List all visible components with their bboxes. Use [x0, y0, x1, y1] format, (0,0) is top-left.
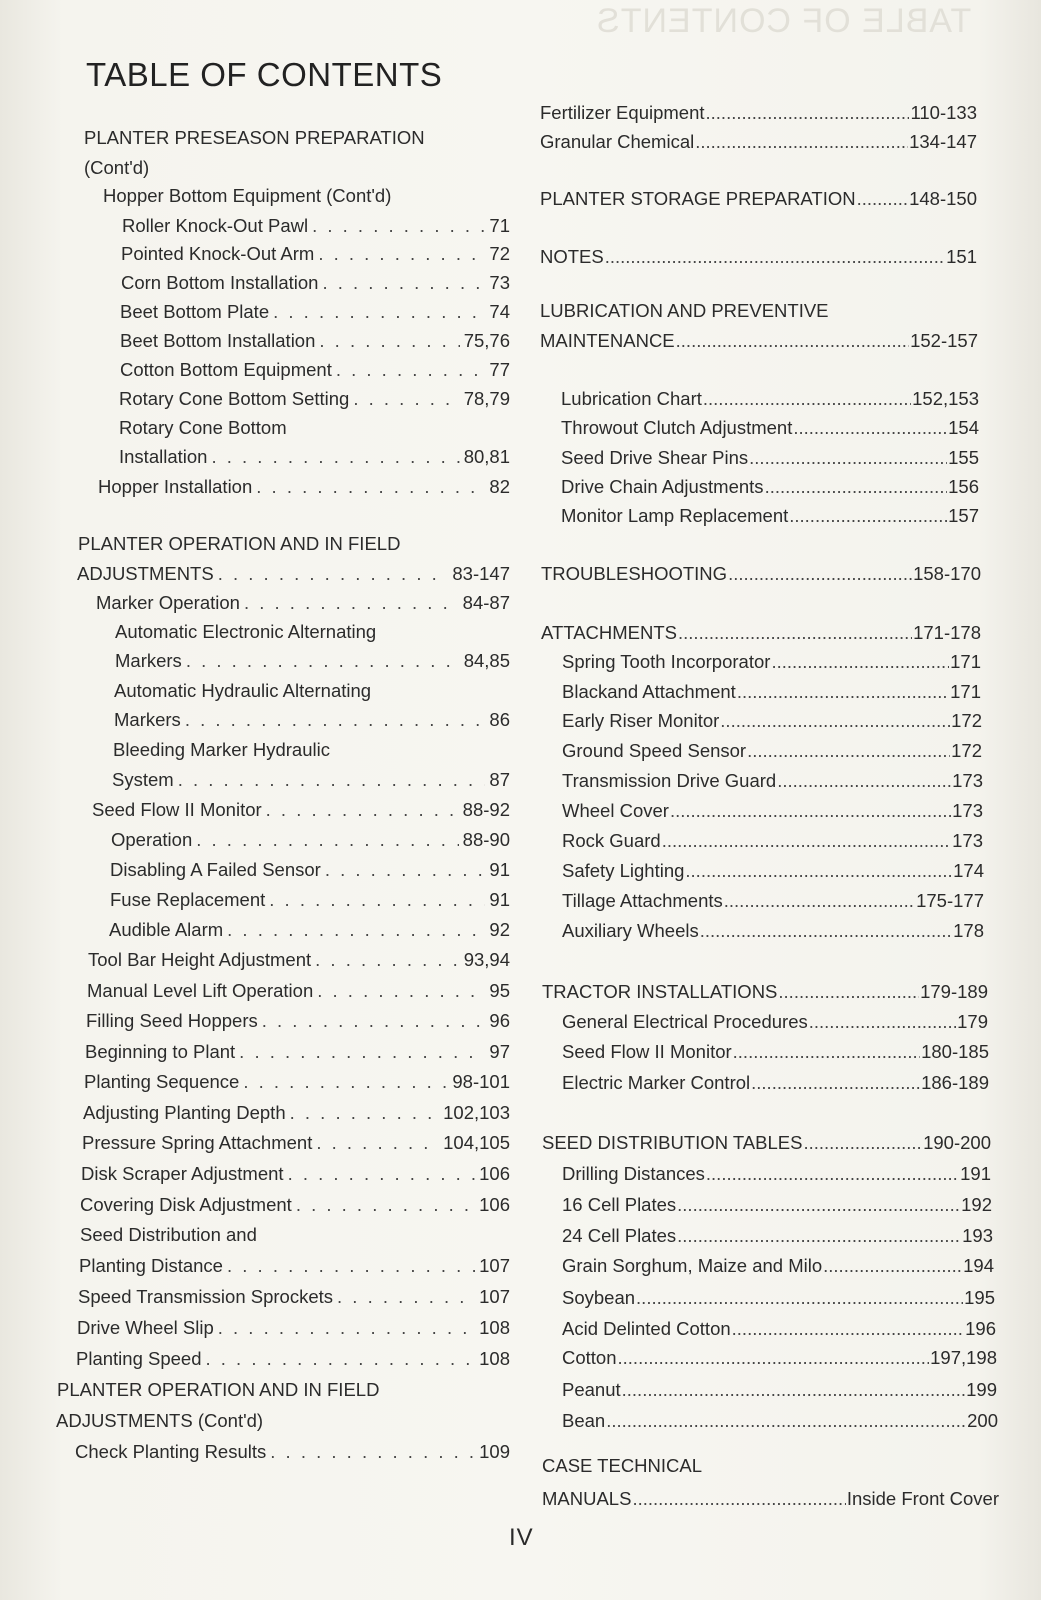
toc-entry[interactable] — [562, 1377, 997, 1403]
toc-entry-page: 84-87 — [462, 592, 510, 613]
dot-leader — [857, 186, 909, 212]
dot-leader — [185, 707, 486, 733]
toc-entry[interactable] — [562, 1345, 997, 1371]
toc-entry-title: Disk Scraper Adjustment — [81, 1163, 284, 1184]
toc-entry[interactable] — [122, 213, 510, 239]
bleed-through-title: TABLE OF CONTENTS — [595, 2, 971, 40]
dot-leader — [269, 887, 485, 913]
toc-entry[interactable] — [88, 947, 510, 973]
dot-leader — [677, 1223, 961, 1249]
section-heading-cont: ADJUSTMENTS (Cont'd) — [56, 1410, 264, 1431]
toc-entry[interactable] — [562, 828, 983, 854]
toc-entry[interactable] — [562, 1223, 993, 1249]
toc-entry-title: Automatic Electronic Alternating — [115, 621, 377, 642]
toc-entry-title: TRACTOR INSTALLATIONS — [542, 981, 778, 1002]
toc-entry[interactable] — [562, 768, 983, 794]
dot-leader — [318, 241, 485, 267]
toc-entry[interactable] — [84, 1069, 510, 1095]
toc-entry-page: 171 — [950, 681, 981, 702]
toc-entry[interactable] — [542, 979, 988, 1005]
dot-leader — [273, 299, 485, 325]
toc-entry[interactable] — [561, 474, 979, 500]
dot-leader — [777, 768, 951, 794]
toc-entry-page: 152-157 — [910, 330, 978, 351]
toc-entry-title: MANUALS — [542, 1488, 632, 1509]
toc-entry-title: Beet Bottom Plate — [120, 301, 270, 322]
toc-entry-page: 179-189 — [920, 981, 988, 1002]
toc-entry-page: 171-178 — [913, 622, 981, 643]
toc-entry-title: ADJUSTMENTS — [77, 563, 214, 584]
toc-entry-page: 158-170 — [913, 563, 981, 584]
toc-entry-title: Hopper Installation — [98, 476, 253, 497]
toc-entry-title: Auxiliary Wheels — [562, 920, 699, 941]
toc-entry[interactable] — [110, 887, 510, 913]
toc-entry[interactable] — [121, 270, 510, 296]
toc-entry-page: 78,79 — [463, 388, 510, 409]
dot-leader — [751, 1070, 920, 1096]
toc-entry[interactable] — [81, 1161, 510, 1187]
section-heading: PLANTER PRESEASON PREPARATION — [84, 127, 425, 148]
toc-entry-page: 71 — [489, 215, 510, 236]
toc-entry-title: Planting Speed — [76, 1348, 202, 1369]
dot-leader — [316, 1130, 439, 1156]
dot-leader — [765, 474, 948, 500]
toc-entry-page: 175-177 — [916, 890, 984, 911]
toc-entry-page: 77 — [489, 359, 510, 380]
toc-entry-page: 155 — [948, 447, 979, 468]
dot-leader — [670, 798, 951, 824]
toc-entry[interactable] — [77, 1315, 510, 1341]
toc-entry[interactable] — [561, 503, 979, 529]
toc-entry[interactable] — [562, 1070, 989, 1096]
toc-entry-title: Peanut — [562, 1379, 621, 1400]
toc-entry-page: 110-133 — [910, 102, 977, 123]
dot-leader — [270, 1439, 475, 1465]
toc-entry[interactable] — [562, 918, 984, 944]
toc-entry-page: 86 — [489, 709, 510, 730]
toc-entry-title: Acid Delinted Cotton — [562, 1318, 731, 1339]
toc-entry-page: 193 — [962, 1225, 993, 1246]
dot-leader — [700, 918, 952, 944]
toc-entry-page: 172 — [951, 740, 982, 761]
toc-entry[interactable] — [540, 100, 977, 126]
dot-leader — [206, 1346, 476, 1372]
toc-entry[interactable] — [562, 888, 984, 914]
dot-leader — [325, 857, 486, 883]
dot-leader — [778, 979, 919, 1005]
toc-entry-title: Pointed Knock-Out Arm — [121, 243, 315, 264]
toc-entry[interactable] — [85, 1039, 510, 1065]
toc-entry-page: 72 — [489, 243, 510, 264]
dot-leader — [336, 357, 486, 383]
dot-leader — [636, 1285, 963, 1311]
toc-entry[interactable] — [540, 186, 977, 212]
dot-leader — [720, 708, 950, 734]
toc-entry-title: Seed Drive Shear Pins — [561, 447, 749, 468]
toc-entry-title: Monitor Lamp Replacement — [561, 505, 789, 526]
toc-entry-title: General Electrical Procedures — [562, 1011, 808, 1032]
toc-entry-page: 82 — [489, 476, 510, 497]
toc-entry-title: Bean — [562, 1410, 606, 1431]
toc-entry-page: 106 — [479, 1194, 510, 1215]
toc-entry-title: Fertilizer Equipment — [540, 102, 705, 123]
dot-leader — [737, 679, 949, 705]
toc-entry-title: Bleeding Marker Hydraulic — [113, 739, 330, 760]
toc-entry[interactable] — [92, 797, 510, 823]
toc-entry-title: Markers — [115, 650, 182, 671]
toc-entry[interactable] — [562, 858, 984, 884]
toc-entry[interactable] — [562, 1285, 995, 1311]
toc-entry-title: Rotary Cone Bottom Setting — [119, 388, 350, 409]
toc-entry[interactable] — [76, 1346, 510, 1372]
toc-entry-page: 180-185 — [921, 1041, 989, 1062]
dot-leader — [312, 213, 485, 239]
dot-leader — [747, 738, 950, 764]
subsection-heading: Hopper Bottom Equipment (Cont'd) — [103, 185, 392, 206]
toc-entry-page: 108 — [479, 1348, 510, 1369]
toc-entry-title: Speed Transmission Sprockets — [78, 1286, 334, 1307]
toc-entry[interactable] — [540, 328, 978, 354]
toc-entry-title: Seed Flow II Monitor — [92, 799, 262, 820]
dot-leader — [706, 100, 910, 126]
dot-leader — [678, 620, 912, 646]
toc-entry[interactable] — [78, 1284, 510, 1310]
dot-leader — [288, 1161, 476, 1187]
toc-entry-page: 87 — [489, 769, 510, 790]
dot-leader — [218, 1315, 475, 1341]
toc-entry-page: 192 — [961, 1194, 992, 1215]
toc-entry-title: Beginning to Plant — [85, 1041, 236, 1062]
toc-entry-page: 196 — [965, 1318, 996, 1339]
toc-entry-title: Soybean — [562, 1287, 636, 1308]
dot-leader — [218, 561, 449, 587]
dot-leader — [771, 649, 949, 675]
section-heading-cont: (Cont'd) — [84, 157, 150, 178]
toc-entry[interactable] — [562, 1039, 989, 1065]
toc-entry-page: 171 — [950, 651, 981, 672]
toc-entry[interactable] — [540, 129, 977, 155]
toc-entry-title: NOTES — [540, 246, 604, 267]
toc-entry-title: Roller Knock-Out Pawl — [122, 215, 309, 236]
toc-entry-page: 197,198 — [930, 1347, 997, 1368]
toc-entry-title: Throwout Clutch Adjustment — [561, 417, 793, 438]
toc-entry-page: 96 — [489, 1010, 510, 1031]
toc-entry-page: 200 — [967, 1410, 998, 1431]
toc-entry-page: 173 — [952, 800, 983, 821]
toc-entry-title: ATTACHMENTS — [541, 622, 678, 643]
toc-entry-page: 173 — [952, 830, 983, 851]
toc-entry-title: Manual Level Lift Operation — [87, 980, 314, 1001]
toc-entry-title: MAINTENANCE — [540, 330, 675, 351]
dot-leader — [677, 1192, 960, 1218]
toc-entry-page: 107 — [479, 1286, 510, 1307]
toc-entry[interactable] — [87, 978, 510, 1004]
dot-leader — [606, 1408, 966, 1434]
toc-entry-title: Planting Sequence — [84, 1071, 240, 1092]
toc-entry[interactable] — [115, 648, 510, 674]
toc-entry[interactable] — [86, 1008, 510, 1034]
dot-leader — [809, 1009, 956, 1035]
toc-entry-page: 88-90 — [462, 829, 510, 850]
toc-entry-page: 91 — [489, 859, 510, 880]
toc-entry[interactable] — [561, 415, 979, 441]
toc-entry-title: Disabling A Failed Sensor — [110, 859, 321, 880]
dot-leader — [319, 328, 459, 354]
toc-entry-page: 190-200 — [923, 1132, 991, 1153]
toc-entry-title: Ground Speed Sensor — [562, 740, 747, 761]
toc-entry[interactable] — [110, 857, 510, 883]
toc-entry-page: 109 — [479, 1441, 510, 1462]
toc-entry-title: Rock Guard — [562, 830, 661, 851]
dot-leader — [315, 947, 460, 973]
toc-entry-page: 97 — [489, 1041, 510, 1062]
section-heading: PLANTER OPERATION AND IN FIELD — [57, 1379, 380, 1400]
toc-entry[interactable] — [562, 1192, 992, 1218]
toc-entry-page: 172 — [951, 710, 982, 731]
dot-leader — [706, 1161, 959, 1187]
toc-entry-title: Blackand Attachment — [562, 681, 736, 702]
toc-entry[interactable] — [83, 1100, 510, 1126]
toc-entry-page: 102,103 — [443, 1102, 510, 1123]
dot-leader — [676, 328, 909, 354]
toc-entry-page: 107 — [479, 1255, 510, 1276]
toc-entry[interactable] — [540, 244, 977, 270]
toc-entry-title: Check Planting Results — [75, 1441, 267, 1462]
toc-entry-title: Cotton Bottom Equipment — [120, 359, 332, 380]
toc-entry-title: Drilling Distances — [562, 1163, 705, 1184]
toc-entry-page: 92 — [489, 919, 510, 940]
toc-entry[interactable] — [562, 708, 982, 734]
toc-entry[interactable] — [541, 620, 981, 646]
toc-entry-title: Spring Tooth Incorporator — [562, 651, 771, 672]
dot-leader — [186, 648, 460, 674]
toc-entry[interactable] — [562, 738, 982, 764]
toc-entry-title: Planting Distance — [79, 1255, 223, 1276]
toc-entry-title: Electric Marker Control — [562, 1072, 751, 1093]
toc-entry-page: 106 — [479, 1163, 510, 1184]
toc-entry[interactable] — [75, 1439, 510, 1465]
toc-entry-title: Filling Seed Hoppers — [86, 1010, 258, 1031]
toc-entry[interactable] — [121, 241, 510, 267]
toc-entry-title: 24 Cell Plates — [562, 1225, 677, 1246]
toc-entry[interactable] — [114, 707, 510, 733]
toc-entry-page: 151 — [946, 246, 977, 267]
toc-entry[interactable] — [120, 357, 510, 383]
dot-leader — [196, 827, 458, 853]
dot-leader — [317, 978, 485, 1004]
toc-entry-title: Drive Chain Adjustments — [561, 476, 764, 497]
dot-leader — [227, 917, 485, 943]
toc-entry-title: System — [112, 769, 174, 790]
toc-entry-title: Tillage Attachments — [562, 890, 723, 911]
toc-entry-page: Inside Front Cover — [846, 1488, 999, 1509]
dot-leader — [337, 1284, 475, 1310]
toc-entry-title: Safety Lighting — [562, 860, 685, 881]
dot-leader — [211, 444, 459, 470]
toc-entry[interactable] — [562, 1316, 996, 1342]
dot-leader — [353, 386, 459, 412]
toc-entry[interactable] — [112, 767, 510, 793]
toc-entry[interactable] — [98, 474, 510, 500]
toc-entry-title: Transmission Drive Guard — [562, 770, 777, 791]
toc-entry[interactable] — [119, 444, 510, 470]
toc-entry-page: 84,85 — [463, 650, 510, 671]
toc-entry[interactable] — [120, 299, 510, 325]
toc-entry-page: 194 — [963, 1255, 994, 1276]
toc-entry[interactable] — [562, 1408, 998, 1434]
section-heading: LUBRICATION AND PREVENTIVE — [540, 300, 829, 321]
dot-leader — [724, 888, 915, 914]
dot-leader — [662, 828, 951, 854]
toc-entry[interactable] — [542, 1130, 991, 1156]
toc-entry-title: Markers — [114, 709, 181, 730]
toc-entry-title: SEED DISTRIBUTION TABLES — [542, 1132, 803, 1153]
toc-entry[interactable] — [96, 590, 510, 616]
dot-leader — [256, 474, 485, 500]
toc-entry-page: 173 — [952, 770, 983, 791]
toc-entry-page: 178 — [953, 920, 984, 941]
toc-entry-page: 179 — [957, 1011, 988, 1032]
dot-leader — [618, 1345, 930, 1371]
dot-leader — [290, 1100, 440, 1126]
dot-leader — [239, 1039, 485, 1065]
toc-entry-title: Wheel Cover — [562, 800, 669, 821]
toc-entry-page: 73 — [489, 272, 510, 293]
toc-entry-title: 16 Cell Plates — [562, 1194, 677, 1215]
toc-entry-page: 83-147 — [452, 563, 510, 584]
dot-leader — [695, 129, 908, 155]
toc-entry-title: Rotary Cone Bottom — [119, 417, 287, 438]
toc-entry-page: 191 — [960, 1163, 991, 1184]
toc-entry-title: Lubrication Chart — [561, 388, 702, 409]
page-number: IV — [509, 1524, 534, 1551]
toc-entry-title: Audible Alarm — [109, 919, 224, 940]
toc-entry-page: 75,76 — [463, 330, 510, 351]
toc-entry-title: Tool Bar Height Adjustment — [88, 949, 312, 970]
toc-entry-title: Installation — [119, 446, 208, 467]
toc-entry[interactable] — [80, 1192, 510, 1218]
toc-entry-title: PLANTER STORAGE PREPARATION — [540, 188, 856, 209]
toc-entry[interactable] — [120, 328, 510, 354]
dot-leader — [685, 858, 952, 884]
dot-leader — [262, 1008, 486, 1034]
toc-entry-page: 157 — [948, 505, 979, 526]
toc-entry-page: 199 — [966, 1379, 997, 1400]
toc-entry-page: 148-150 — [909, 188, 977, 209]
toc-entry-page: 95 — [489, 980, 510, 1001]
toc-entry-page: 88-92 — [462, 799, 510, 820]
dot-leader — [322, 270, 485, 296]
toc-entry-page: 156 — [948, 476, 979, 497]
toc-entry[interactable] — [119, 386, 510, 412]
toc-entry[interactable] — [562, 679, 981, 705]
dot-leader — [728, 561, 912, 587]
toc-entry-title: Adjusting Planting Depth — [83, 1102, 286, 1123]
toc-entry[interactable] — [541, 561, 981, 587]
toc-entry-title: Corn Bottom Installation — [121, 272, 319, 293]
dot-leader — [793, 415, 947, 441]
dot-leader — [803, 1130, 922, 1156]
toc-entry-page: 93,94 — [463, 949, 510, 970]
toc-entry-page: 195 — [964, 1287, 995, 1308]
toc-entry-title: Early Riser Monitor — [562, 710, 720, 731]
toc-entry-page: 186-189 — [921, 1072, 989, 1093]
toc-entry-title: Automatic Hydraulic Alternating — [114, 680, 372, 701]
section-heading: PLANTER OPERATION AND IN FIELD — [78, 533, 401, 554]
toc-entry-title: Fuse Replacement — [110, 889, 266, 910]
toc-entry-page: 98-101 — [452, 1071, 510, 1092]
toc-entry[interactable] — [79, 1253, 510, 1279]
toc-entry[interactable] — [561, 386, 979, 412]
dot-leader — [178, 767, 486, 793]
toc-entry[interactable] — [562, 1161, 991, 1187]
toc-entry[interactable] — [561, 445, 979, 471]
toc-entry-title: TROUBLESHOOTING — [541, 563, 728, 584]
toc-entry[interactable] — [109, 917, 510, 943]
toc-entry[interactable] — [562, 1009, 988, 1035]
dot-leader — [703, 386, 911, 412]
toc-entry[interactable] — [562, 649, 981, 675]
toc-entry-page: 134-147 — [909, 131, 977, 152]
toc-entry[interactable] — [82, 1130, 510, 1156]
toc-entry[interactable] — [111, 827, 510, 853]
toc-entry-title: Seed Flow II Monitor — [562, 1041, 732, 1062]
dot-leader — [605, 244, 945, 270]
toc-entry-page: 80,81 — [463, 446, 510, 467]
toc-entry[interactable] — [542, 1486, 999, 1512]
dot-leader — [296, 1192, 475, 1218]
toc-entry-page: 174 — [953, 860, 984, 881]
toc-entry-page: 152,153 — [912, 388, 979, 409]
toc-entry-title: Granular Chemical — [540, 131, 695, 152]
dot-leader — [733, 1039, 920, 1065]
toc-entry-title: Seed Distribution and — [80, 1224, 257, 1245]
dot-leader — [823, 1253, 962, 1279]
page-title: TABLE OF CONTENTS — [86, 56, 443, 93]
toc-entry-page: 154 — [948, 417, 979, 438]
toc-entry-title: Pressure Spring Attachment — [82, 1132, 313, 1153]
toc-entry-page: 91 — [489, 889, 510, 910]
dot-leader — [789, 503, 947, 529]
dot-leader — [227, 1253, 475, 1279]
dot-leader — [632, 1486, 845, 1512]
toc-entry-title: Cotton — [562, 1347, 617, 1368]
toc-entry-title: Grain Sorghum, Maize and Milo — [562, 1255, 823, 1276]
toc-entry-page: 108 — [479, 1317, 510, 1338]
toc-entry[interactable] — [562, 1253, 994, 1279]
toc-entry-title: Marker Operation — [96, 592, 240, 613]
dot-leader — [732, 1316, 964, 1342]
toc-entry[interactable] — [77, 561, 510, 587]
toc-entry-title: Drive Wheel Slip — [77, 1317, 214, 1338]
toc-entry-page: 74 — [489, 301, 510, 322]
dot-leader — [749, 445, 947, 471]
dot-leader — [244, 590, 459, 616]
toc-entry-title: Operation — [111, 829, 193, 850]
dot-leader — [622, 1377, 965, 1403]
dot-leader — [243, 1069, 448, 1095]
dot-leader — [266, 797, 459, 823]
toc-entry-page: 104,105 — [443, 1132, 510, 1153]
toc-entry[interactable] — [562, 798, 983, 824]
toc-entry-title: Beet Bottom Installation — [120, 330, 316, 351]
section-heading: CASE TECHNICAL — [542, 1455, 703, 1476]
toc-entry-title: Covering Disk Adjustment — [80, 1194, 292, 1215]
